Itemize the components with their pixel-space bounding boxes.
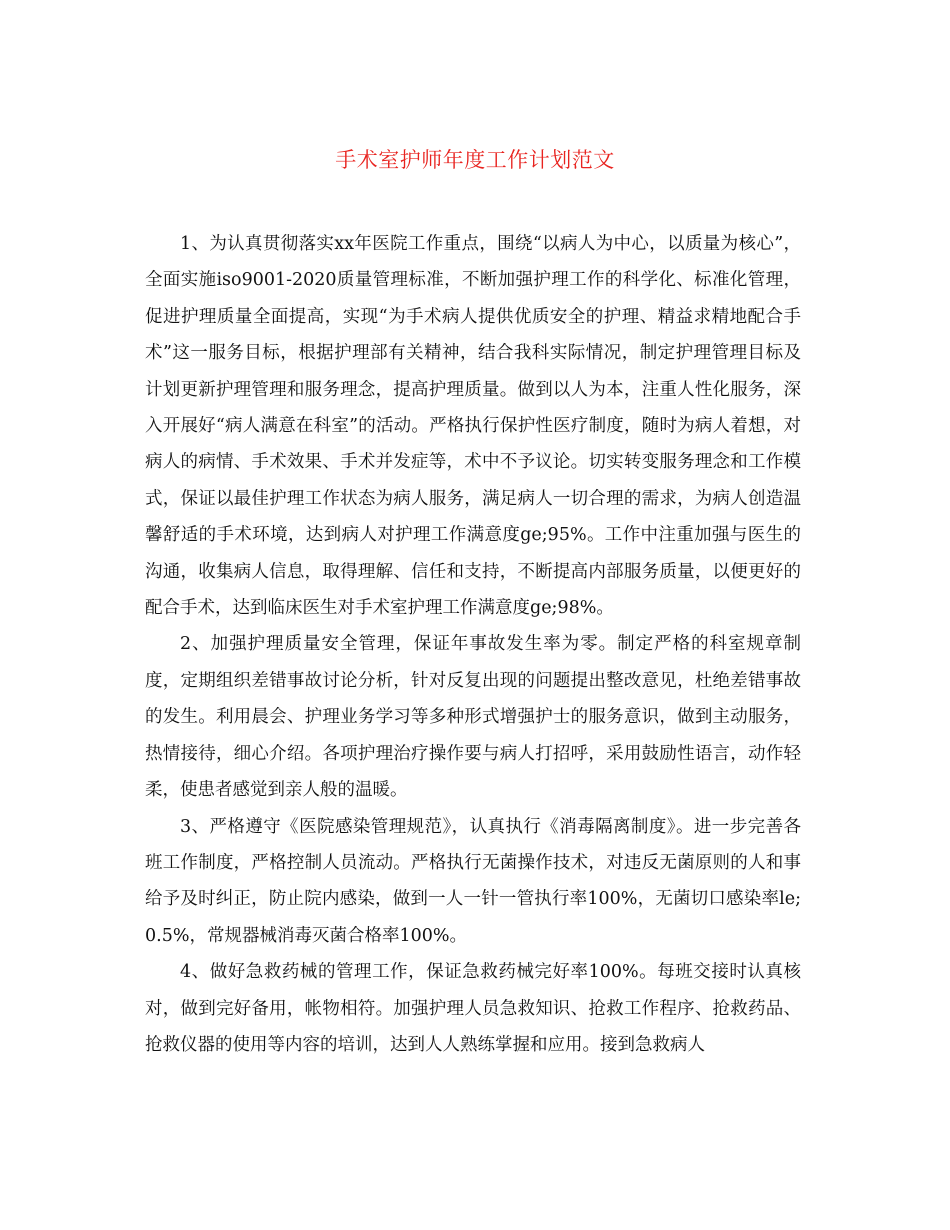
paragraph-3: 3、严格遵守《医院感染管理规范》，认真执行《消毒隔离制度》。进一步完善各班工作制度，严格控制人员流动。严格执行无菌操作技术，对违反无菌原则的人和事给予及时纠正，防止院内感染，做到一人一针一管执行率100%，无菌切口感染率le;0.5%，常规器械消毒灭菌合格率100%。 <box>145 816 801 946</box>
paragraph-4: 4、做好急救药械的管理工作，保证急救药械完好率100%。每班交接时认真核对，做到完好备用，帐物相符。加强护理人员急救知识、抢救工作程序、抢救药品、抢救仪器的使用等内容的培训，达到人人熟练掌握和应用。接到急救病人 <box>145 962 801 1055</box>
paragraph-2: 2、加强护理质量安全管理，保证年事故发生率为零。制定严格的科室规章制度，定期组织差错事故讨论分析，针对反复出现的问题提出整改意见，杜绝差错事故的发生。利用晨会、护理业务学习等多种形式增强护士的服务意识，做到主动服务，热情接待，细心介绍。各项护理治疗操作要与病人打招呼，采用鼓励性语言，动作轻柔，使患者感觉到亲人般的温暖。 <box>145 634 801 801</box>
paragraph-1: 1、为认真贯彻落实xx年医院工作重点，围绕“以病人为中心，以质量为核心”，全面实施iso9001-2020质量管理标准，不断加强护理工作的科学化、标准化管理，促进护理质量全面提高，实现“为手术病人提供优质安全的护理、精益求精地配合手术”这一服务目标，根据护理部有关精神，结合我科实际情况，制定护理管理目标及计划更新护理管理和服务理念，提高护理质量。做到以人为本，注重人性化服务，深入开展好“病人满意在科室”的活动。严格执行保护性医疗制度，随时为病人着想，对病人的病情、手术效果、手术并发症等，术中不予议论。切实转变服务理念和工作模式，保证以最佳护理工作状态为病人服务，满足病人一切合理的需求，为病人创造温馨舒适的手术环境，达到病人对护理工作满意度ge;95%。工作中注重加强与医生的沟通，收集病人信息，取得理解、信任和支持，不断提高内部服务质量，以便更好的配合手术，达到临床医生对手术室护理工作满意度ge;98%。 <box>145 234 801 619</box>
document-title: 手术室护师年度工作计划范文 <box>335 148 615 172</box>
document-body <box>145 226 801 1063</box>
